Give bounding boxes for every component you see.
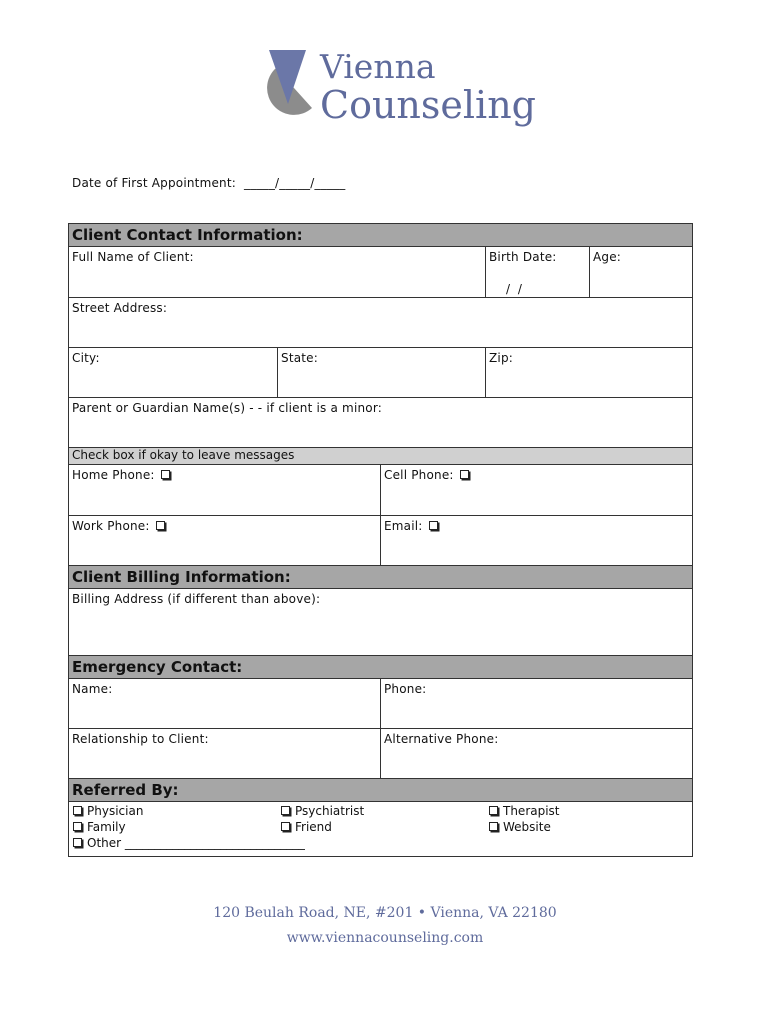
city-label: City: xyxy=(72,351,100,365)
emergency-row-2 xyxy=(69,729,692,779)
first-appointment-blank[interactable]: _____/_____/_____ xyxy=(244,176,346,190)
street-address-label: Street Address: xyxy=(72,301,168,315)
physician-label: Physician xyxy=(87,804,144,818)
cell-phone-field[interactable] xyxy=(380,465,691,515)
phone-row-1 xyxy=(69,465,692,516)
full-name-label: Full Name of Client: xyxy=(72,250,194,264)
birth-date-field[interactable] xyxy=(485,247,589,297)
friend-checkbox[interactable] xyxy=(281,822,290,831)
billing-address-label: Billing Address (if different than above): xyxy=(72,592,321,606)
friend-label: Friend xyxy=(295,820,332,834)
footer-website[interactable]: www.viennacounseling.com xyxy=(286,930,484,946)
billing-address-field[interactable] xyxy=(69,589,692,655)
age-label: Age: xyxy=(593,250,622,264)
referred-other[interactable] xyxy=(73,836,305,850)
home-phone-checkbox[interactable] xyxy=(161,470,170,479)
other-label: Other ______________________________ xyxy=(87,836,305,850)
billing-row xyxy=(69,589,692,656)
email-checkbox[interactable] xyxy=(429,521,438,530)
family-label: Family xyxy=(87,820,126,834)
referred-friend[interactable] xyxy=(281,820,332,834)
psychiatrist-label: Psychiatrist xyxy=(295,804,365,818)
guardian-row xyxy=(69,398,692,448)
alternative-phone-field[interactable] xyxy=(380,729,691,778)
home-phone-label: Home Phone: xyxy=(72,468,155,482)
birth-date-label: Birth Date: xyxy=(489,250,557,264)
therapist-checkbox[interactable] xyxy=(489,806,498,815)
referred-therapist[interactable] xyxy=(489,804,560,818)
psychiatrist-checkbox[interactable] xyxy=(281,806,290,815)
messages-note: Check box if okay to leave messages xyxy=(69,448,692,465)
website-label: Website xyxy=(503,820,551,834)
therapist-label: Therapist xyxy=(503,804,560,818)
emergency-header: Emergency Contact: xyxy=(69,656,692,679)
referred-header: Referred By: xyxy=(69,779,692,802)
email-field[interactable] xyxy=(380,516,691,565)
emergency-row-1 xyxy=(69,679,692,729)
logo-text-vienna: Vienna xyxy=(320,47,436,86)
cell-phone-checkbox[interactable] xyxy=(460,470,469,479)
logo xyxy=(254,46,536,146)
email-label: Email: xyxy=(384,519,423,533)
emergency-name-field[interactable] xyxy=(69,679,380,728)
state-field[interactable] xyxy=(277,348,485,397)
referred-family[interactable] xyxy=(73,820,126,834)
relationship-field[interactable] xyxy=(69,729,380,778)
referred-physician[interactable] xyxy=(73,804,143,818)
zip-field[interactable] xyxy=(485,348,691,397)
birth-date-slashes: / / xyxy=(506,282,524,296)
logo-text-counseling: Counseling xyxy=(320,83,536,127)
emergency-phone-field[interactable] xyxy=(380,679,691,728)
other-checkbox[interactable] xyxy=(73,838,82,847)
first-appointment-line xyxy=(72,176,346,190)
name-row xyxy=(69,247,692,298)
referred-options xyxy=(69,802,692,855)
state-label: State: xyxy=(281,351,319,365)
family-checkbox[interactable] xyxy=(73,822,82,831)
work-phone-label: Work Phone: xyxy=(72,519,150,533)
work-phone-checkbox[interactable] xyxy=(156,521,165,530)
guardian-field[interactable] xyxy=(69,398,692,447)
alternative-phone-label: Alternative Phone: xyxy=(384,732,499,746)
website-checkbox[interactable] xyxy=(489,822,498,831)
cell-phone-label: Cell Phone: xyxy=(384,468,454,482)
referred-website[interactable] xyxy=(489,820,551,834)
relationship-label: Relationship to Client: xyxy=(72,732,209,746)
phone-row-2 xyxy=(69,516,692,566)
emergency-name-label: Name: xyxy=(72,682,113,696)
logo-mark-icon xyxy=(254,46,318,126)
intake-form xyxy=(68,223,693,857)
billing-header: Client Billing Information: xyxy=(69,566,692,589)
guardian-label: Parent or Guardian Name(s) - - if client is a minor: xyxy=(72,401,382,415)
city-row xyxy=(69,348,692,398)
work-phone-field[interactable] xyxy=(69,516,380,565)
full-name-field[interactable] xyxy=(69,247,485,297)
first-appointment-label: Date of First Appointment: xyxy=(72,176,237,190)
physician-checkbox[interactable] xyxy=(73,806,82,815)
city-field[interactable] xyxy=(69,348,277,397)
age-field[interactable] xyxy=(589,247,691,297)
street-address-field[interactable] xyxy=(69,298,692,347)
referred-psychiatrist[interactable] xyxy=(281,804,364,818)
home-phone-field[interactable] xyxy=(69,465,380,515)
street-row xyxy=(69,298,692,348)
emergency-phone-label: Phone: xyxy=(384,682,427,696)
client-contact-header: Client Contact Information: xyxy=(69,224,692,247)
footer-address: 120 Beulah Road, NE, #201 • Vienna, VA 22180 xyxy=(213,905,557,921)
zip-label: Zip: xyxy=(489,351,514,365)
